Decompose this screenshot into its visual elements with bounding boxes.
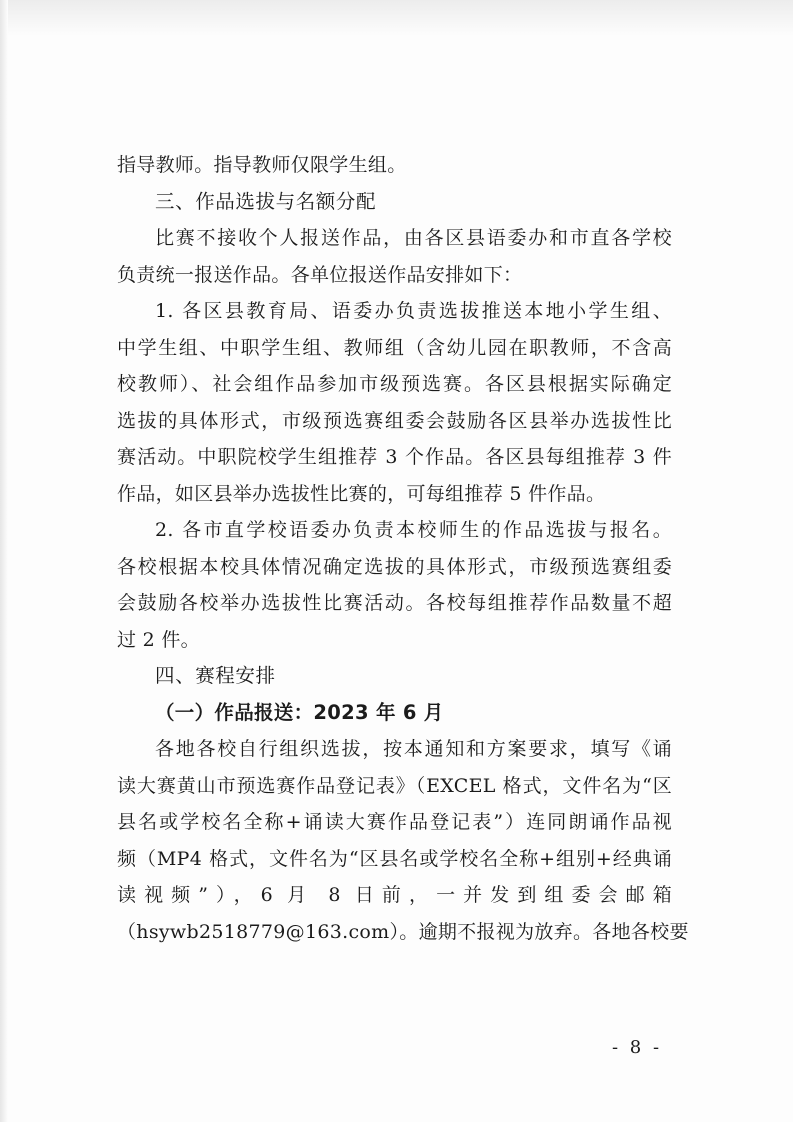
section-heading-4: 四、赛程安排	[155, 664, 276, 687]
text-line: 2. 各市直学校语委办负责本校师生的作品选拔与报名。	[155, 519, 672, 541]
text-line: 读大赛黄山市预选赛作品登记表》（EXCEL 格式，文件名为“区	[117, 774, 672, 797]
text-line: （hsywb2518779@163.com）。逾期不报视为放弃。各地各校要	[117, 920, 689, 943]
text-line: 赛活动。中职院校学生组推荐 3 个作品。各区县每组推荐 3 件	[117, 446, 672, 468]
text-line: 作品，如区县举办选拔性比赛的，可每组推荐 5 件作品。	[117, 482, 606, 505]
text-line: 负责统一报送作品。各单位报送作品安排如下：	[117, 263, 523, 286]
scan-shadow-top	[0, 0, 793, 36]
text-line: 1. 各区县教育局、语委办负责选拔推送本地小学生组、	[155, 300, 672, 322]
text-line: 频（MP4 格式，文件名为“区县名或学校名全称+组别+经典诵	[117, 847, 672, 870]
text-line: 指导教师。指导教师仅限学生组。	[117, 154, 407, 176]
text-line: 各地各校自行组织选拔，按本通知和方案要求，填写《诵	[155, 738, 672, 760]
text-line: 中学生组、中职学生组、教师组（含幼儿园在职教师，不含高	[117, 336, 672, 359]
scan-shadow-left	[0, 0, 8, 1122]
subsection-heading-1: （一）作品报送：2023 年 6 月	[155, 700, 444, 724]
document-body	[117, 147, 689, 950]
text-line: 选拔的具体形式，市级预选赛组委会鼓励各区县举办选拔性比	[117, 409, 672, 432]
text-line: 校教师）、社会组作品参加市级预选赛。各区县根据实际确定	[117, 373, 672, 395]
text-line: 读视频”），6 月 8 日前，一并发到组委会邮箱	[117, 884, 672, 906]
page-number: - 8 -	[612, 1037, 663, 1058]
text-line: 县名或学校名全称+诵读大赛作品登记表”）连同朗诵作品视	[117, 811, 672, 833]
text-line: 各校根据本校具体情况确定选拔的具体形式，市级预选赛组委	[117, 555, 672, 578]
text-line: 会鼓励各校举办选拔性比赛活动。各校每组推荐作品数量不超	[117, 592, 672, 614]
text-line: 比赛不接收个人报送作品，由各区县语委办和市直各学校	[155, 227, 672, 249]
text-line: 过 2 件。	[117, 628, 200, 651]
section-heading-3: 三、作品选拔与名额分配	[155, 189, 377, 213]
